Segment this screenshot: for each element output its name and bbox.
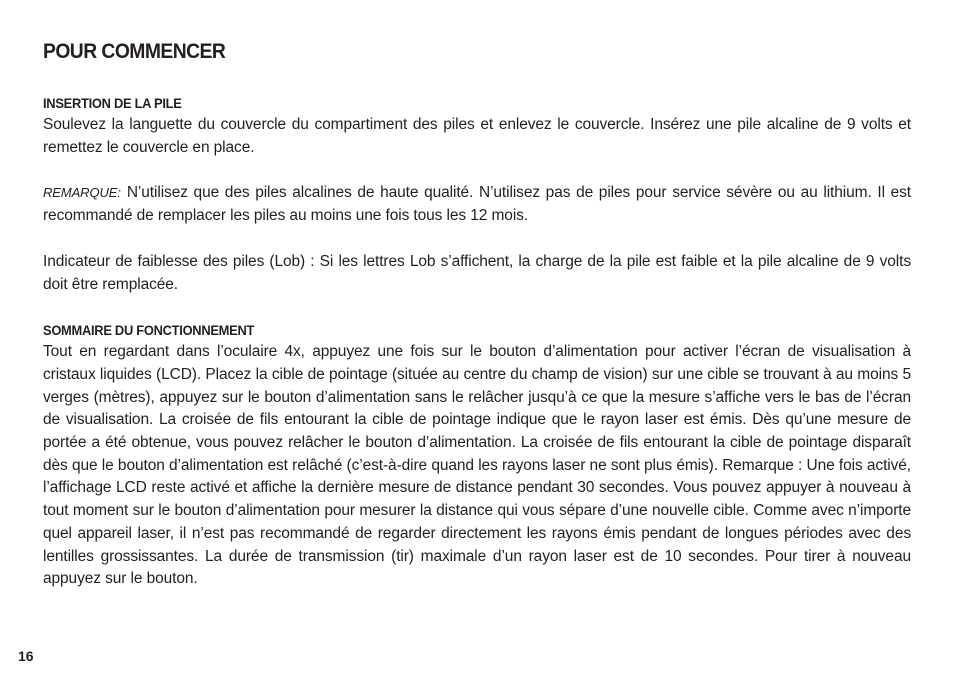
- remark-paragraph: [43, 182, 911, 227]
- spacer: [43, 159, 911, 182]
- spacer: [43, 228, 911, 251]
- operation-section-heading: SOMMAIRE DU FONCTIONNEMENT: [43, 322, 255, 339]
- battery-instructions: Soulevez la languette du couvercle du compartiment des piles et enlevez le couvercle. Insérez une pile alcaline de 9 volts et remettez le couvercle en place.: [43, 116, 911, 156]
- page-number: 16: [18, 648, 34, 664]
- low-battery-indicator-text: Indicateur de faiblesse des piles (Lob) : Si les lettres Lob s’affichent, la charge de la pile est faible et la pile alcaline de 9 volts doit être remplacée.: [43, 252, 911, 293]
- battery-section-heading: INSERTION DE LA PILE: [43, 95, 182, 111]
- operation-summary: Tout en regardant dans l’oculaire 4x, appuyez une fois sur le bouton d’alimentation pour activer l’écran de visualisation à cristaux liquides (LCD). Placez la cible de pointage (située au centre du champ de vision) sur une cible se trouvant à au moins 5 verges (mètres), appuyez sur le bouton d’alimentation sans le relâcher jusqu’à ce que la mesure s’affiche vers le bas de l’écran de visualisation. La croisée de fils entourant la cible de pointage indique que le rayon laser est émis. Dès qu’une mesure de portée a été obtenue, vous pouvez relâcher le bouton d’alimentation. La croisée de fils entourant la cible de pointage disparaît dès que le bouton d’alimentation est relâché (c’est-à-dire quand les rayons laser ne sont plus émis). Remarque : Une fois activé, l’affichage LCD reste activé et affiche la dernière mesure de distance pendant 30 secondes. Vous pouvez appuyer à nouveau à tout moment sur le bouton d’alimentation pour mesurer la distance qui vous sépare d’une nouvelle cible. Comme avec n’importe quel appareil laser, il n’est pas recommandé de regarder directement les rayons émis pendant de longues périodes avec des lentilles grossissantes. La durée de transmission (tir) maximale d’un rayon laser est de 10 secondes. Pour tirer à nouveau appuyez sur le bouton.: [43, 343, 911, 588]
- document-page: [43, 38, 911, 591]
- remark-text: N’utilisez que des piles alcalines de haute qualité. N’utilisez pas de piles pour service sévère ou au lithium. Il est recommandé de remplacer les piles au moins une fois tous les 12 mois.: [43, 184, 911, 225]
- remark-label: REMARQUE:: [43, 185, 121, 201]
- page-title: POUR COMMENCER: [43, 40, 226, 63]
- spacer: [43, 296, 911, 319]
